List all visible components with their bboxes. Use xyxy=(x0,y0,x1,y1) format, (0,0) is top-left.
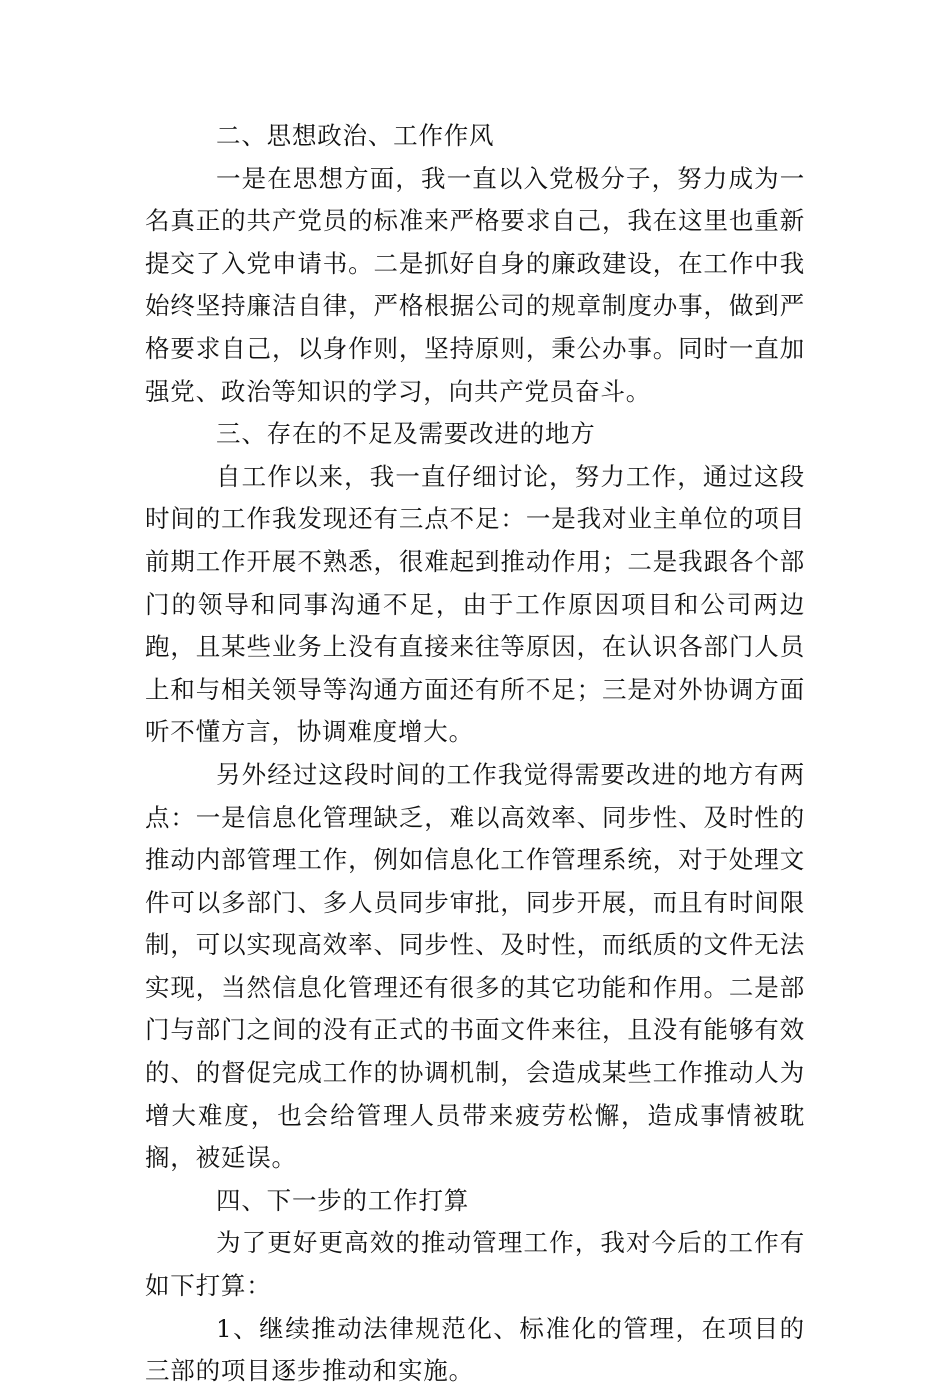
section-heading-next-steps: 四、下一步的工作打算 xyxy=(216,1185,470,1215)
section-heading-thought-politics: 二、思想政治、工作作风 xyxy=(216,121,495,150)
paragraph-improvements: 另外经过这段时间的工作我觉得需要改进的地方有两点：一是信息化管理缺乏，难以高效率、同步性、及时性的推动内部管理工作，例如信息化工作管理系统，对于处理文件可以多部门、多人员同步审批，同步开展，而且有时间限制，可以实现高效率、同步性、及时性，而纸质的文件无法实现，当然信息化管理还有很多的其它功能和作用。二是部门与部门之间的没有正式的书面文件来往，且没有能够有效的、的督促完成工作的协调机制，会造成某些工作推动人为增大难度，也会给管理人员带来疲劳松懈，造成事情被耽搁，被延误。 xyxy=(145,759,805,1173)
paragraph-shortcomings: 自工作以来，我一直仔细讨论，努力工作，通过这段时间的工作我发现还有三点不足：一是我对业主单位的项目前期工作开展不熟悉，很难起到推动作用；二是我跟各个部门的领导和同事沟通不足，由于工作原因项目和公司两边跑，且某些业务上没有直接来往等原因，在认识各部门人员上和与相关领导等沟通方面还有所不足；三是对外协调方面听不懂方言，协调难度增大。 xyxy=(145,461,805,747)
section-heading-shortcomings: 三、存在的不足及需要改进的地方 xyxy=(216,419,596,449)
document-body xyxy=(145,115,805,1393)
paragraph-next-steps-item-1: 1、继续推动法律规范化、标准化的管理，在项目的三部的项目逐步推动和实施。 xyxy=(145,1313,805,1386)
paragraph-next-steps-intro: 为了更好更高效的推动管理工作，我对今后的工作有如下打算： xyxy=(145,1228,805,1301)
paragraph-thought-politics: 一是在思想方面，我一直以入党极分子，努力成为一名真正的共产党员的标准来严格要求自己，我在这里也重新提交了入党申请书。二是抓好自身的廉政建设，在工作中我始终坚持廉洁自律，严格根据公司的规章制度办事，做到严格要求自己，以身作则，坚持原则，秉公办事。同时一直加强党、政治等知识的学习，向共产党员奋斗。 xyxy=(145,163,805,406)
